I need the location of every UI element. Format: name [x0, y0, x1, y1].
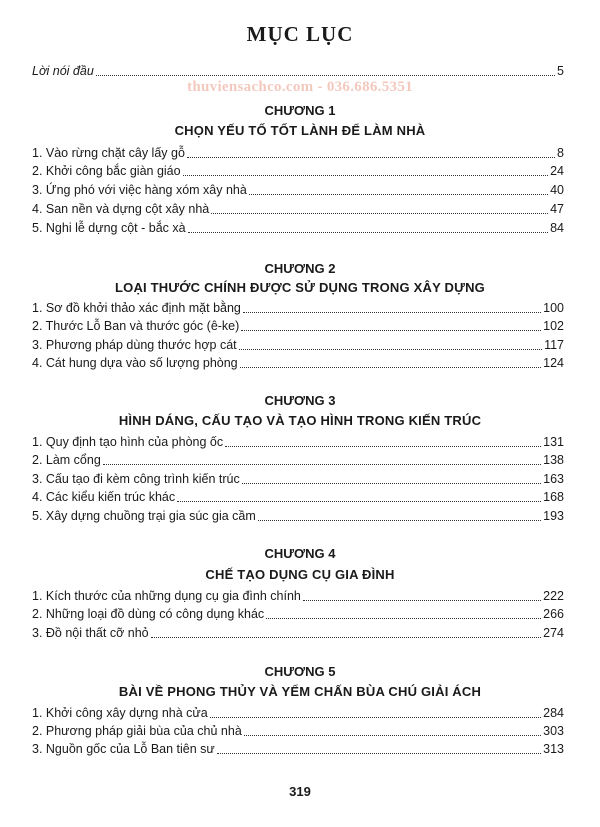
- dot-leader: [242, 483, 541, 484]
- chapter-1-label: CHƯƠNG 1: [264, 103, 336, 118]
- toc-entry-text: 1. Vào rừng chặt cây lấy gỗ: [32, 146, 185, 160]
- toc-entry-page: 313: [543, 742, 564, 756]
- toc-entry-text: 3. Phương pháp dùng thước hợp cát: [32, 338, 237, 352]
- dot-leader: [217, 753, 541, 754]
- toc-entry: [32, 587, 564, 605]
- toc-entry: [32, 299, 564, 317]
- dot-leader: [225, 446, 541, 447]
- dot-leader: [249, 194, 548, 195]
- toc-entry-text: 1. Khởi công xây dựng nhà cửa: [32, 706, 208, 720]
- toc-entry-page: 117: [544, 338, 564, 352]
- toc-entry-text: 1. Quy định tạo hình của phòng ốc: [32, 435, 224, 449]
- dot-leader: [188, 232, 549, 233]
- dot-leader: [187, 157, 555, 158]
- dot-leader: [243, 312, 541, 313]
- chapter-2-label: CHƯƠNG 2: [264, 261, 336, 276]
- dot-leader: [103, 464, 541, 465]
- chapter-4-label: CHƯƠNG 4: [264, 546, 336, 561]
- dot-leader: [211, 213, 548, 214]
- toc-entry: [32, 219, 564, 237]
- chapter-5-title: BÀI VỀ PHONG THỦY VÀ YỂM CHẤN BÙA CHÚ GIẢI ÁCH: [118, 684, 482, 699]
- toc-entry: [32, 605, 564, 623]
- toc-entry-page: 47: [550, 202, 564, 216]
- dot-leader: [241, 330, 541, 331]
- dot-leader: [258, 520, 541, 521]
- dot-leader: [266, 618, 541, 619]
- toc-entry-text: 3. Ứng phó với việc hàng xóm xây nhà: [32, 183, 247, 197]
- toc-entry: [32, 451, 564, 469]
- dot-leader: [183, 175, 549, 176]
- page-number: 319: [289, 784, 311, 799]
- toc-entry: [32, 354, 564, 372]
- toc-entry: [32, 317, 564, 335]
- toc-entry-text: 3. Nguồn gốc của Lỗ Ban tiên sư: [32, 742, 215, 756]
- chapter-3-label: CHƯƠNG 3: [264, 393, 336, 408]
- toc-entry: [32, 336, 564, 354]
- toc-entry-text: 2. Khởi công bắc giàn giáo: [32, 164, 181, 178]
- toc-entry-page: 131: [543, 435, 564, 449]
- chapter-1-title: CHỌN YẾU TỐ TỐT LÀNH ĐỂ LÀM NHÀ: [174, 123, 426, 138]
- chapter-5-label: CHƯƠNG 5: [264, 664, 336, 679]
- toc-entry: [32, 433, 564, 451]
- toc-entry-text: 4. Cát hung dựa vào số lượng phòng: [32, 356, 238, 370]
- toc-entry-page: 102: [543, 319, 564, 333]
- toc-entry-text: 2. Phương pháp giải bùa của chủ nhà: [32, 724, 242, 738]
- toc-entry: [32, 144, 564, 162]
- toc-entry-page: 124: [543, 356, 564, 370]
- toc-entry-intro: [32, 62, 564, 80]
- dot-leader: [239, 349, 542, 350]
- toc-entry-page: 8: [557, 146, 564, 160]
- toc-entry: [32, 181, 564, 199]
- watermark: thuviensachco.com - 036.686.5351: [187, 79, 413, 95]
- toc-entry-page: 284: [543, 706, 564, 720]
- dot-leader: [210, 717, 541, 718]
- toc-entry-page: 24: [550, 164, 564, 178]
- toc-entry-page: 5: [557, 64, 564, 78]
- toc-entry: [32, 507, 564, 525]
- toc-entry-page: 274: [543, 626, 564, 640]
- toc-entry-page: 222: [543, 589, 564, 603]
- dot-leader: [96, 75, 555, 76]
- dot-leader: [177, 501, 541, 502]
- toc-entry-text: 5. Xây dựng chuồng trại gia súc gia cầm: [32, 509, 256, 523]
- toc-entry-text: 4. San nền và dựng cột xây nhà: [32, 202, 210, 216]
- dot-leader: [244, 735, 541, 736]
- toc-entry-text: 3. Đồ nội thất cỡ nhỏ: [32, 626, 149, 640]
- toc-entry: [32, 722, 564, 740]
- toc-entry: [32, 470, 564, 488]
- toc-entry-text: 2. Làm cổng: [32, 453, 101, 467]
- toc-entry: [32, 704, 564, 722]
- dot-leader: [151, 637, 542, 638]
- toc-entry-text: 1. Kích thước của những dụng cụ gia đình chính: [32, 589, 301, 603]
- toc-entry-page: 100: [543, 301, 564, 315]
- toc-entry-page: 163: [543, 472, 564, 486]
- toc-entry-page: 168: [543, 490, 564, 504]
- page-title: MỤC LỤC: [246, 22, 354, 46]
- toc-entry: [32, 624, 564, 642]
- toc-entry: [32, 740, 564, 758]
- toc-entry-text: 4. Các kiểu kiến trúc khác: [32, 490, 176, 504]
- chapter-2-title: LOẠI THƯỚC CHÍNH ĐƯỢC SỬ DỤNG TRONG XÂY DỰNG: [115, 280, 485, 295]
- toc-entry-page: 40: [550, 183, 564, 197]
- toc-entry-text: 2. Thước Lỗ Ban và thước góc (ê-ke): [32, 319, 240, 333]
- toc-entry-text: Lời nói đầu: [32, 64, 94, 78]
- toc-entry: [32, 488, 564, 506]
- toc-entry-page: 193: [543, 509, 564, 523]
- toc-entry-page: 84: [550, 221, 564, 235]
- toc-entry-text: 3. Cấu tạo đi kèm công trình kiến trúc: [32, 472, 240, 486]
- chapter-4-title: CHẾ TẠO DỤNG CỤ GIA ĐÌNH: [205, 567, 395, 582]
- toc-entry-text: 2. Những loại đồ dùng có công dụng khác: [32, 607, 265, 621]
- toc-entry: [32, 200, 564, 218]
- toc-entry-page: 266: [543, 607, 564, 621]
- toc-entry-text: 5. Nghi lễ dựng cột - bắc xà: [32, 221, 186, 235]
- toc-entry: [32, 162, 564, 180]
- dot-leader: [303, 600, 541, 601]
- toc-entry-page: 138: [543, 453, 564, 467]
- chapter-3-title: HÌNH DÁNG, CẤU TẠO VÀ TẠO HÌNH TRONG KIẾN TRÚC: [118, 413, 482, 428]
- toc-entry-page: 303: [543, 724, 564, 738]
- dot-leader: [240, 367, 542, 368]
- toc-entry-text: 1. Sơ đồ khởi thảo xác định mặt bằng: [32, 301, 241, 315]
